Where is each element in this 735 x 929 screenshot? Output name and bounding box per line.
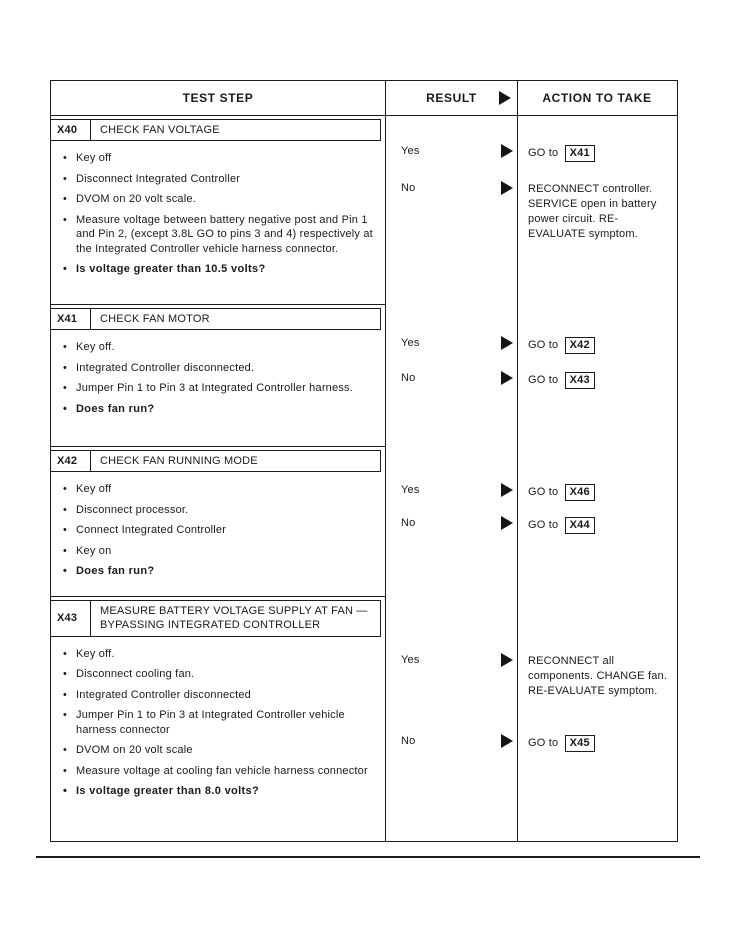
step-list — [51, 141, 385, 277]
arrow-right-icon — [501, 371, 513, 385]
section-header — [51, 119, 381, 141]
bullet-icon: • — [63, 483, 68, 496]
step-list — [51, 637, 385, 799]
action-text: RECONNECT controller. SERVICE open in battery power circuit. RE-EVALUATE symptom. — [528, 183, 657, 240]
arrow-right-icon — [501, 653, 513, 667]
arrow-right-icon — [501, 181, 513, 195]
result-label: No — [401, 735, 416, 747]
result-label: Yes — [401, 484, 420, 496]
step-item — [63, 172, 375, 187]
result-no — [386, 372, 517, 384]
step-item — [63, 647, 375, 662]
result-cell — [385, 446, 517, 596]
section-title: CHECK FAN RUNNING MODE — [100, 455, 258, 467]
step-text: Is voltage greater than 10.5 volts? — [76, 263, 266, 276]
step-text: Key off — [76, 483, 112, 496]
result-label: No — [401, 517, 416, 529]
step-reference: X45 — [565, 735, 595, 752]
header-result — [385, 81, 517, 115]
action-text: GO to — [528, 147, 562, 159]
header-test-step — [51, 81, 385, 115]
step-item — [63, 482, 375, 497]
arrow-right-icon — [501, 516, 513, 530]
step-text: Integrated Controller disconnected. — [76, 361, 255, 374]
bullet-icon: • — [63, 263, 68, 276]
bullet-icon: • — [63, 744, 68, 757]
step-item — [63, 151, 375, 166]
step-item — [63, 764, 375, 779]
step-reference: X41 — [565, 145, 595, 162]
step-reference: X46 — [565, 484, 595, 501]
bullet-icon: • — [63, 172, 68, 185]
step-text: Jumper Pin 1 to Pin 3 at Integrated Controller harness. — [76, 382, 353, 395]
action-entry — [518, 484, 670, 501]
section-title: CHECK FAN VOLTAGE — [100, 124, 220, 136]
diagnostic-table — [50, 80, 678, 842]
table-body — [51, 116, 677, 841]
section-header — [51, 308, 381, 330]
header-action-label: ACTION TO TAKE — [542, 91, 652, 105]
step-text: Does fan run? — [76, 565, 155, 578]
step-text: DVOM on 20 volt scale — [76, 744, 193, 757]
arrow-right-icon — [501, 144, 513, 158]
action-text: GO to — [528, 339, 562, 351]
step-item — [63, 381, 375, 396]
bullet-icon: • — [63, 764, 68, 777]
step-item — [63, 743, 375, 758]
bullet-icon: • — [63, 709, 68, 722]
step-text: Key off. — [76, 647, 115, 660]
bullet-icon: • — [63, 565, 68, 578]
action-cell — [517, 116, 676, 304]
step-text: Disconnect processor. — [76, 503, 189, 516]
step-item — [63, 340, 375, 355]
action-entry — [518, 337, 670, 354]
bullet-icon: • — [63, 524, 68, 537]
step-item — [63, 402, 375, 417]
result-yes — [386, 484, 517, 496]
action-text: RECONNECT all components. CHANGE fan. RE-EVALUATE symptom. — [528, 655, 668, 697]
step-text: Key on — [76, 544, 112, 557]
bullet-icon: • — [63, 341, 68, 354]
section-id: X41 — [51, 309, 91, 329]
step-text: DVOM on 20 volt scale. — [76, 193, 196, 206]
result-cell — [385, 116, 517, 304]
header-action — [517, 81, 676, 115]
section-X41 — [51, 304, 677, 446]
step-item — [63, 784, 375, 799]
step-reference: X43 — [565, 372, 595, 389]
result-no — [386, 735, 517, 747]
arrow-right-icon — [499, 91, 511, 105]
bullet-icon: • — [63, 647, 68, 660]
action-text: GO to — [528, 519, 562, 531]
test-step-cell — [51, 116, 385, 304]
step-text: Disconnect cooling fan. — [76, 668, 195, 681]
step-item — [63, 262, 375, 277]
test-step-cell — [51, 596, 385, 841]
step-text: Integrated Controller disconnected — [76, 688, 251, 701]
result-cell — [385, 596, 517, 841]
action-text: GO to — [528, 486, 562, 498]
action-cell — [517, 596, 676, 841]
test-step-cell — [51, 304, 385, 446]
bullet-icon: • — [63, 361, 68, 374]
action-entry — [518, 654, 670, 699]
step-text: Disconnect Integrated Controller — [76, 172, 241, 185]
step-text: Is voltage greater than 8.0 volts? — [76, 785, 260, 798]
step-text: Measure voltage between battery negative post and Pin 1 and Pin 2, (except 3.8L GO to pins 3 and 4) respectively at the Integrated Controller vehicle harness connector. — [76, 213, 373, 255]
step-item — [63, 688, 375, 703]
action-entry — [518, 517, 670, 534]
section-id: X43 — [51, 601, 91, 636]
step-text: Key off — [76, 152, 112, 165]
action-text: GO to — [528, 374, 562, 386]
result-label: Yes — [401, 145, 420, 157]
step-list — [51, 330, 385, 416]
step-item — [63, 503, 375, 518]
test-step-cell — [51, 446, 385, 596]
step-item — [63, 192, 375, 207]
bullet-icon: • — [63, 503, 68, 516]
step-reference: X44 — [565, 517, 595, 534]
result-yes — [386, 337, 517, 349]
step-text: Measure voltage at cooling fan vehicle harness connector — [76, 764, 368, 777]
step-text: Connect Integrated Controller — [76, 524, 227, 537]
step-list — [51, 472, 385, 579]
section-X40 — [51, 116, 677, 304]
step-item — [63, 544, 375, 559]
section-X43 — [51, 596, 677, 841]
bullet-icon: • — [63, 193, 68, 206]
action-text: GO to — [528, 737, 562, 749]
result-label: Yes — [401, 654, 420, 666]
bullet-icon: • — [63, 688, 68, 701]
section-header — [51, 600, 381, 637]
bullet-icon: • — [63, 382, 68, 395]
bullet-icon: • — [63, 785, 68, 798]
result-label: No — [401, 372, 416, 384]
section-title: MEASURE BATTERY VOLTAGE SUPPLY AT FAN — BYPASSING INTEGRATED CONTROLLER — [100, 605, 368, 632]
arrow-right-icon — [501, 483, 513, 497]
result-cell — [385, 304, 517, 446]
section-X42 — [51, 446, 677, 596]
step-item — [63, 667, 375, 682]
page-divider — [36, 856, 700, 858]
bullet-icon: • — [63, 668, 68, 681]
step-item — [63, 523, 375, 538]
result-label: No — [401, 182, 416, 194]
action-cell — [517, 446, 676, 596]
header-test-step-label: TEST STEP — [182, 91, 254, 105]
step-reference: X42 — [565, 337, 595, 354]
arrow-right-icon — [501, 336, 513, 350]
step-item — [63, 564, 375, 579]
header-result-label: RESULT — [426, 91, 477, 105]
step-item — [63, 361, 375, 376]
section-id: X42 — [51, 451, 91, 471]
step-text: Jumper Pin 1 to Pin 3 at Integrated Controller vehicle harness connector — [76, 709, 345, 736]
table-header-row — [51, 81, 677, 116]
section-title: CHECK FAN MOTOR — [100, 313, 210, 325]
bullet-icon: • — [63, 152, 68, 165]
step-item — [63, 708, 375, 737]
action-entry — [518, 145, 670, 162]
action-cell — [517, 304, 676, 446]
bullet-icon: • — [63, 213, 68, 226]
step-item — [63, 213, 375, 257]
action-entry — [518, 182, 670, 241]
section-header — [51, 450, 381, 472]
step-text: Key off. — [76, 341, 115, 354]
result-yes — [386, 654, 517, 666]
result-yes — [386, 145, 517, 157]
action-entry — [518, 372, 670, 389]
result-no — [386, 517, 517, 529]
step-text: Does fan run? — [76, 402, 155, 415]
section-id: X40 — [51, 120, 91, 140]
bullet-icon: • — [63, 402, 68, 415]
result-label: Yes — [401, 337, 420, 349]
bullet-icon: • — [63, 544, 68, 557]
result-no — [386, 182, 517, 194]
arrow-right-icon — [501, 734, 513, 748]
action-entry — [518, 735, 670, 752]
